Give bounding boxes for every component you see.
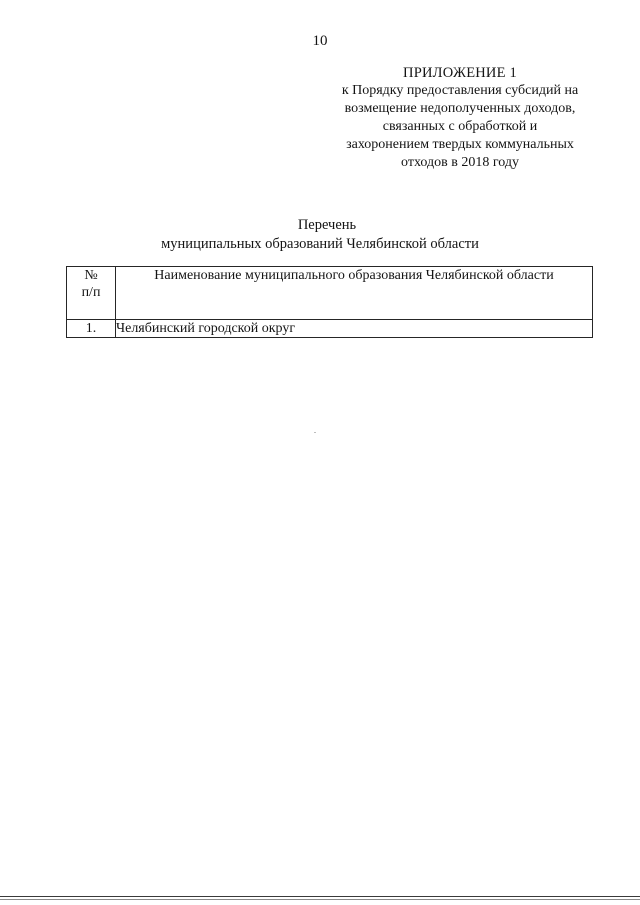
table-row <box>67 320 593 338</box>
appendix-title: ПРИЛОЖЕНИЕ 1 <box>403 65 517 81</box>
list-heading-title: Перечень <box>297 217 357 233</box>
number-header-abbr: п/п <box>81 285 101 300</box>
list-heading <box>0 216 640 254</box>
municipalities-table <box>66 266 593 338</box>
row-name-cell: Челябинский городской округ <box>116 320 593 338</box>
list-heading-subtitle: муниципальных образований Челябинской области <box>161 236 479 252</box>
appendix-line: захоронением твердых коммунальных <box>346 137 574 152</box>
row-number-cell: 1. <box>67 320 116 338</box>
scan-edge-line <box>0 899 640 900</box>
scan-artifact <box>314 432 316 433</box>
table-header-row <box>67 267 593 320</box>
page-number: 10 <box>312 33 328 49</box>
scan-edge-line <box>0 896 640 897</box>
number-header-symbol: № <box>84 268 98 283</box>
appendix-line: связанных с обработкой и <box>382 119 538 134</box>
name-column-header: Наименование муниципального образования Челябинской области <box>116 267 593 320</box>
appendix-block <box>300 64 620 172</box>
appendix-line: к Порядку предоставления субсидий на <box>341 83 579 98</box>
appendix-line: возмещение недополученных доходов, <box>344 101 576 116</box>
appendix-line: отходов в 2018 году <box>401 155 519 170</box>
number-column-header <box>67 267 116 320</box>
